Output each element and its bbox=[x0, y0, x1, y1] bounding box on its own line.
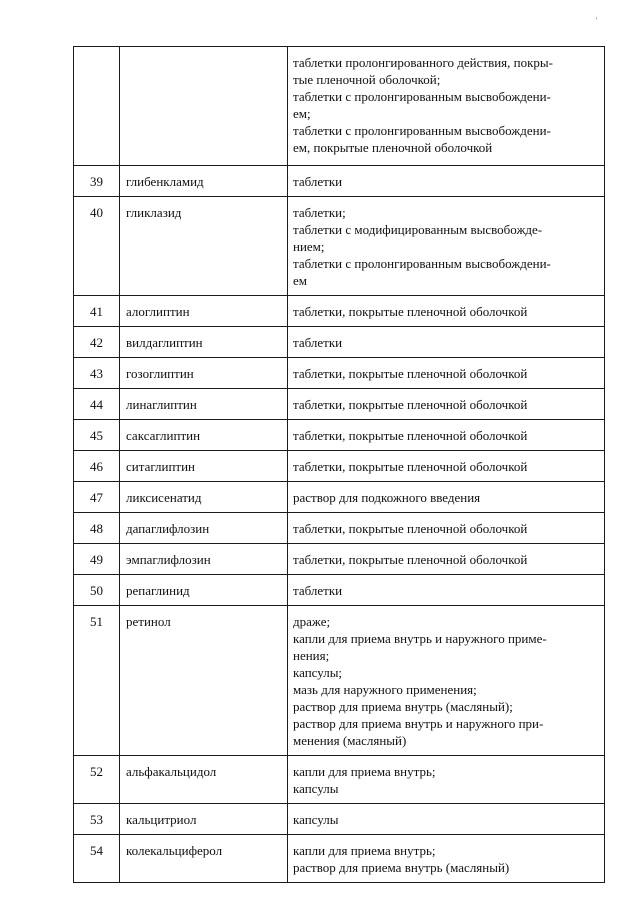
dosage-form-line: капли для приема внутрь; bbox=[293, 764, 436, 779]
dosage-form-line: капсулы; bbox=[293, 665, 343, 680]
dosage-form-line: таблетки, покрытые пленочной оболочкой bbox=[293, 428, 528, 443]
dosage-forms bbox=[288, 482, 605, 513]
drug-name: вилдаглиптин bbox=[120, 327, 288, 358]
dosage-form-line: ем, покрытые пленочной оболочкой bbox=[293, 140, 493, 155]
row-number: 42 bbox=[74, 327, 120, 358]
dosage-forms bbox=[288, 544, 605, 575]
dosage-form-line: ем bbox=[293, 273, 307, 288]
drug-name: ликсисенатид bbox=[120, 482, 288, 513]
drug-name: дапаглифлозин bbox=[120, 513, 288, 544]
dosage-forms bbox=[288, 420, 605, 451]
page-corner-mark: ' bbox=[596, 16, 598, 25]
dosage-forms bbox=[288, 513, 605, 544]
row-number: 43 bbox=[74, 358, 120, 389]
table-row bbox=[74, 606, 605, 756]
dosage-form-line: драже; bbox=[293, 614, 331, 629]
dosage-form-line: тые пленочной оболочкой; bbox=[293, 72, 441, 87]
table-row bbox=[74, 756, 605, 804]
drug-name: колекальциферол bbox=[120, 835, 288, 883]
dosage-form-line: таблетки bbox=[293, 174, 343, 189]
table-row bbox=[74, 835, 605, 883]
table-row bbox=[74, 296, 605, 327]
dosage-form-line: нения; bbox=[293, 648, 330, 663]
drug-name: саксаглиптин bbox=[120, 420, 288, 451]
row-number: 49 bbox=[74, 544, 120, 575]
dosage-forms bbox=[288, 296, 605, 327]
row-number: 47 bbox=[74, 482, 120, 513]
dosage-form-line: таблетки, покрытые пленочной оболочкой bbox=[293, 552, 528, 567]
dosage-forms bbox=[288, 835, 605, 883]
row-number: 48 bbox=[74, 513, 120, 544]
dosage-form-line: раствор для приема внутрь (масляный) bbox=[293, 860, 510, 875]
dosage-form-line: таблетки bbox=[293, 335, 343, 350]
dosage-forms bbox=[288, 327, 605, 358]
table-row bbox=[74, 327, 605, 358]
drug-name: гликлазид bbox=[120, 197, 288, 296]
table-row bbox=[74, 420, 605, 451]
drug-forms-table bbox=[73, 46, 605, 883]
row-number: 41 bbox=[74, 296, 120, 327]
dosage-form-line: таблетки пролонгированного действия, покры- bbox=[293, 55, 553, 70]
dosage-form-line: капсулы bbox=[293, 812, 339, 827]
drug-name bbox=[120, 47, 288, 166]
dosage-form-line: таблетки, покрытые пленочной оболочкой bbox=[293, 521, 528, 536]
dosage-form-line: таблетки с пролонгированным высвобождени- bbox=[293, 89, 551, 104]
dosage-forms bbox=[288, 804, 605, 835]
table-body bbox=[74, 47, 605, 883]
dosage-forms bbox=[288, 47, 605, 166]
dosage-form-line: таблетки с модифицированным высвобожде- bbox=[293, 222, 543, 237]
drug-name: линаглиптин bbox=[120, 389, 288, 420]
dosage-form-line: нием; bbox=[293, 239, 325, 254]
table-row bbox=[74, 166, 605, 197]
drug-name: эмпаглифлозин bbox=[120, 544, 288, 575]
dosage-form-line: ем; bbox=[293, 106, 311, 121]
dosage-form-line: менения (масляный) bbox=[293, 733, 407, 748]
table-row bbox=[74, 513, 605, 544]
dosage-form-line: таблетки, покрытые пленочной оболочкой bbox=[293, 459, 528, 474]
row-number bbox=[74, 47, 120, 166]
drug-name: гозоглиптин bbox=[120, 358, 288, 389]
table-row bbox=[74, 47, 605, 166]
dosage-form-line: таблетки с пролонгированным высвобождени- bbox=[293, 256, 551, 271]
table-row bbox=[74, 544, 605, 575]
row-number: 45 bbox=[74, 420, 120, 451]
row-number: 51 bbox=[74, 606, 120, 756]
dosage-form-line: таблетки, покрытые пленочной оболочкой bbox=[293, 304, 528, 319]
dosage-form-line: капсулы bbox=[293, 781, 339, 796]
dosage-forms bbox=[288, 756, 605, 804]
drug-name: алоглиптин bbox=[120, 296, 288, 327]
row-number: 50 bbox=[74, 575, 120, 606]
table-row bbox=[74, 482, 605, 513]
row-number: 53 bbox=[74, 804, 120, 835]
dosage-form-line: таблетки bbox=[293, 583, 343, 598]
dosage-form-line: таблетки, покрытые пленочной оболочкой bbox=[293, 397, 528, 412]
dosage-form-line: таблетки с пролонгированным высвобождени- bbox=[293, 123, 551, 138]
drug-name: ситаглиптин bbox=[120, 451, 288, 482]
dosage-forms bbox=[288, 575, 605, 606]
table-row bbox=[74, 197, 605, 296]
row-number: 40 bbox=[74, 197, 120, 296]
dosage-form-line: таблетки; bbox=[293, 205, 346, 220]
drug-name: ретинол bbox=[120, 606, 288, 756]
drug-name: альфакальцидол bbox=[120, 756, 288, 804]
row-number: 46 bbox=[74, 451, 120, 482]
dosage-forms bbox=[288, 389, 605, 420]
dosage-form-line: капли для приема внутрь и наружного приме- bbox=[293, 631, 547, 646]
dosage-forms bbox=[288, 166, 605, 197]
dosage-form-line: капли для приема внутрь; bbox=[293, 843, 436, 858]
dosage-forms bbox=[288, 451, 605, 482]
dosage-forms bbox=[288, 358, 605, 389]
dosage-forms bbox=[288, 606, 605, 756]
dosage-form-line: мазь для наружного применения; bbox=[293, 682, 477, 697]
drug-name: глибенкламид bbox=[120, 166, 288, 197]
dosage-form-line: раствор для приема внутрь и наружного при- bbox=[293, 716, 544, 731]
drug-name: кальцитриол bbox=[120, 804, 288, 835]
table-row bbox=[74, 358, 605, 389]
row-number: 39 bbox=[74, 166, 120, 197]
table-row bbox=[74, 575, 605, 606]
table-row bbox=[74, 451, 605, 482]
dosage-form-line: раствор для приема внутрь (масляный); bbox=[293, 699, 513, 714]
dosage-forms bbox=[288, 197, 605, 296]
row-number: 54 bbox=[74, 835, 120, 883]
row-number: 52 bbox=[74, 756, 120, 804]
dosage-form-line: раствор для подкожного введения bbox=[293, 490, 481, 505]
table-row bbox=[74, 389, 605, 420]
table-row bbox=[74, 804, 605, 835]
row-number: 44 bbox=[74, 389, 120, 420]
drug-name: репаглинид bbox=[120, 575, 288, 606]
dosage-form-line: таблетки, покрытые пленочной оболочкой bbox=[293, 366, 528, 381]
